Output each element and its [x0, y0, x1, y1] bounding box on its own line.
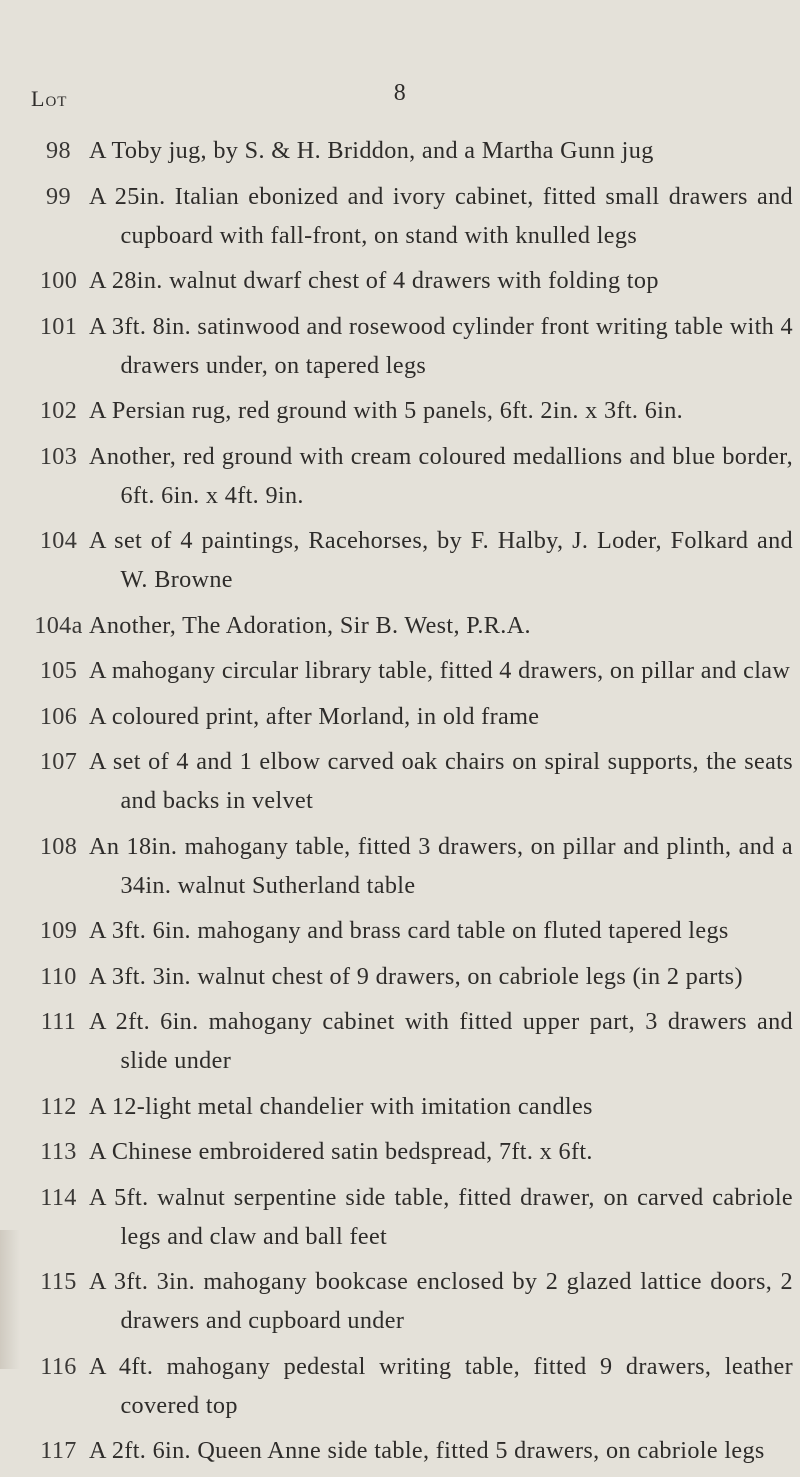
lot-number: 101	[39, 312, 78, 340]
lot-description: A set of 4 and 1 elbow carved oak chairs on spiral supports, the seats and backs in velvet	[89, 748, 793, 814]
lot-entry	[28, 1262, 793, 1340]
lot-number: 98	[46, 137, 71, 164]
lot-description: A 12-light metal chandelier with imitation candles	[89, 1092, 593, 1120]
lot-number: 108	[39, 832, 78, 860]
lot-number: 107	[39, 748, 78, 775]
lot-description: A 5ft. walnut serpentine side table, fitted drawer, on carved cabriole legs and claw and ball feet	[89, 1183, 793, 1250]
lot-entry	[28, 827, 793, 905]
lot-entry	[28, 261, 793, 300]
lot-description: A 25in. Italian ebonized and ivory cabinet, fitted small drawers and cupboard with fall-front, on stand with knulled legs	[89, 182, 793, 249]
page-number: 8	[393, 80, 407, 106]
lot-column-heading: Lot	[31, 86, 68, 111]
lot-description: A 3ft. 6in. mahogany and brass card table on fluted tapered legs	[89, 917, 729, 944]
lot-entry	[28, 1087, 793, 1126]
lot-number: 105	[39, 657, 78, 684]
lot-description: A 2ft. 6in. mahogany cabinet with fitted upper part, 3 drawers and slide under	[89, 1008, 793, 1074]
lot-number: 117	[40, 1437, 77, 1464]
lot-description: A 3ft. 8in. satinwood and rosewood cylinder front writing table with 4 drawers under, on tapered legs	[89, 312, 793, 379]
lot-entry	[28, 1347, 793, 1425]
lot-entry	[28, 1132, 793, 1171]
lot-description: An 18in. mahogany table, fitted 3 drawers, on pillar and plinth, and a 34in. walnut Sutherland table	[89, 832, 793, 899]
lot-description: A 3ft. 3in. walnut chest of 9 drawers, on cabriole legs (in 2 parts)	[89, 962, 743, 990]
lot-entry	[28, 1178, 793, 1256]
lot-number: 104a	[34, 611, 83, 639]
lot-number: 114	[40, 1183, 77, 1211]
lot-description: Another, red ground with cream coloured medallions and blue border, 6ft. 6in. x 4ft. 9in.	[89, 442, 793, 509]
lot-entry	[28, 177, 793, 255]
lot-description: A Persian rug, red ground with 5 panels, 6ft. 2in. x 3ft. 6in.	[89, 397, 684, 424]
lot-entry	[28, 1002, 793, 1080]
lot-entry	[28, 437, 793, 515]
lot-entry	[28, 742, 793, 820]
lot-number: 113	[40, 1138, 77, 1165]
lot-description: A coloured print, after Morland, in old frame	[89, 702, 540, 730]
lot-number: 109	[39, 917, 78, 944]
lot-description: Another, The Adoration, Sir B. West, P.R.A.	[89, 611, 531, 639]
lot-description: A Chinese embroidered satin bedspread, 7ft. x 6ft.	[89, 1138, 593, 1165]
lot-entry	[28, 606, 793, 645]
lot-description: A mahogany circular library table, fitted 4 drawers, on pillar and claw	[89, 657, 791, 684]
lot-entry	[28, 651, 793, 690]
lot-entry	[28, 391, 793, 430]
lot-description: A 4ft. mahogany pedestal writing table, fitted 9 drawers, leather covered top	[89, 1352, 793, 1419]
lot-number: 116	[40, 1352, 77, 1380]
lot-entry	[28, 911, 793, 950]
lot-entry	[28, 697, 793, 736]
lot-list	[28, 131, 793, 1477]
lot-description: A Toby jug, by S. & H. Briddon, and a Martha Gunn jug	[89, 137, 654, 164]
lot-entry	[28, 1431, 793, 1470]
lot-number: 106	[39, 702, 78, 730]
lot-description: A set of 4 paintings, Racehorses, by F. Halby, J. Loder, Folkard and W. Browne	[89, 527, 793, 593]
lot-description: A 28in. walnut dwarf chest of 4 drawers with folding top	[89, 267, 659, 294]
lot-description: A 2ft. 6in. Queen Anne side table, fitted 5 drawers, on cabriole legs	[89, 1437, 765, 1464]
page-edge-shadow	[0, 1230, 20, 1369]
lot-entry	[28, 957, 793, 996]
lot-number: 102	[39, 397, 78, 424]
lot-entry	[28, 307, 793, 385]
lot-entry	[28, 521, 793, 599]
lot-number: 99	[46, 182, 71, 210]
lot-number: 103	[39, 442, 78, 470]
lot-number: 104	[39, 527, 78, 554]
lot-number: 115	[40, 1268, 77, 1295]
lot-number: 110	[40, 962, 77, 990]
lot-number: 100	[39, 267, 78, 294]
lot-description: A 3ft. 3in. mahogany bookcase enclosed by 2 glazed lattice doors, 2 drawers and cupboard under	[89, 1268, 793, 1334]
lot-number: 112	[40, 1092, 77, 1120]
lot-entry	[28, 131, 793, 170]
lot-number: 111	[40, 1008, 77, 1035]
